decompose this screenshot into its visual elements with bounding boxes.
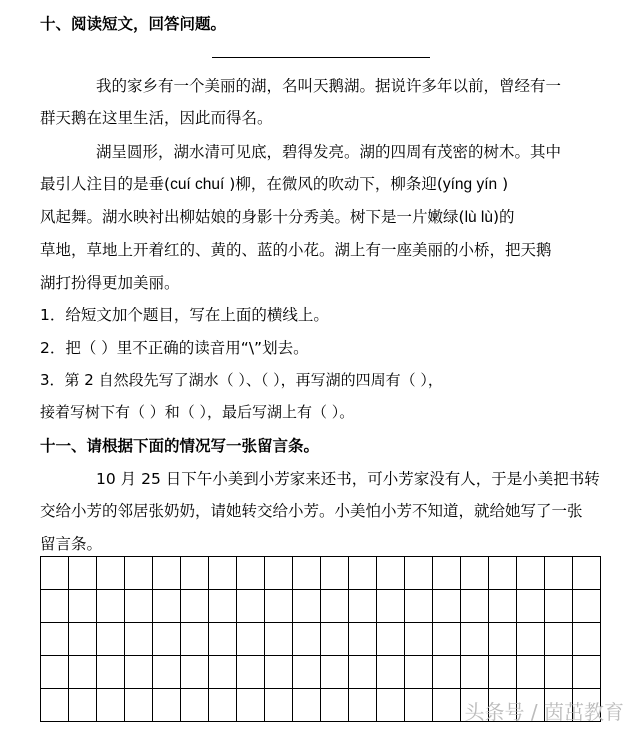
grid-cell[interactable] — [265, 623, 293, 656]
grid-cell[interactable] — [517, 623, 545, 656]
grid-cell[interactable] — [69, 623, 97, 656]
grid-cell[interactable] — [41, 623, 69, 656]
grid-cell[interactable] — [41, 656, 69, 689]
grid-cell[interactable] — [181, 590, 209, 623]
grid-cell[interactable] — [181, 557, 209, 590]
grid-cell[interactable] — [349, 689, 377, 722]
grid-cell[interactable] — [209, 557, 237, 590]
section-10-title: 十、阅读短文，回答问题。 — [40, 15, 227, 33]
paragraph-2-line-3 — [40, 205, 515, 227]
grid-cell[interactable] — [349, 623, 377, 656]
grid-cell[interactable] — [377, 689, 405, 722]
grid-cell[interactable] — [461, 557, 489, 590]
grid-cell[interactable] — [573, 623, 601, 656]
grid-cell[interactable] — [377, 623, 405, 656]
grid-cell[interactable] — [517, 557, 545, 590]
paragraph-2-line-3-a: 风起舞。湖水映衬出柳姑娘的身影十分秀美。树下是一片嫩绿( — [40, 208, 465, 226]
grid-cell[interactable] — [321, 590, 349, 623]
grid-cell[interactable] — [489, 590, 517, 623]
grid-cell[interactable] — [209, 689, 237, 722]
pinyin-lu: lù lù — [464, 209, 493, 226]
grid-cell[interactable] — [209, 623, 237, 656]
section-11-para-line-2: 交给小芳的邻居张奶奶，请她转交给小芳。小美怕小芳不知道，就给她写了一张 — [40, 502, 583, 520]
grid-cell[interactable] — [209, 656, 237, 689]
grid-cell[interactable] — [433, 557, 461, 590]
grid-cell[interactable] — [265, 656, 293, 689]
grid-cell[interactable] — [97, 689, 125, 722]
grid-cell[interactable] — [377, 557, 405, 590]
grid-cell[interactable] — [573, 557, 601, 590]
grid-cell[interactable] — [153, 689, 181, 722]
grid-cell[interactable] — [69, 590, 97, 623]
grid-cell[interactable] — [489, 557, 517, 590]
paragraph-2-line-4: 草地，草地上开着红的、黄的、蓝的小花。湖上有一座美丽的小桥，把天鹅 — [40, 241, 552, 259]
grid-cell[interactable] — [237, 557, 265, 590]
grid-cell[interactable] — [69, 656, 97, 689]
grid-cell[interactable] — [293, 689, 321, 722]
grid-cell[interactable] — [293, 656, 321, 689]
grid-cell[interactable] — [69, 689, 97, 722]
grid-cell[interactable] — [405, 590, 433, 623]
paragraph-2-line-2-b: )柳，在微风的吹动下，柳条迎( — [224, 175, 443, 193]
grid-cell[interactable] — [349, 590, 377, 623]
question-2: 2．把（ ）里不正确的读音用“\”划去。 — [40, 339, 309, 357]
question-3-line-1: 3．第 2 自然段先写了湖水（ ）、（ ），再写湖的四周有（ ）， — [40, 371, 443, 389]
paragraph-2-line-2-a: 最引人注目的是垂( — [40, 175, 171, 193]
grid-cell[interactable] — [573, 656, 601, 689]
watermark: 头条号 / 茵茁教育 — [464, 700, 624, 724]
section-11-para-line-1: 10 月 25 日下午小美到小芳家来还书，可小芳家没有人，于是小美把书转 — [96, 470, 600, 488]
grid-cell[interactable] — [153, 557, 181, 590]
grid-cell[interactable] — [433, 590, 461, 623]
grid-cell[interactable] — [321, 656, 349, 689]
grid-cell[interactable] — [41, 590, 69, 623]
grid-cell[interactable] — [405, 623, 433, 656]
grid-cell[interactable] — [321, 689, 349, 722]
section-11-para-line-3: 留言条。 — [40, 535, 103, 553]
grid-cell[interactable] — [237, 656, 265, 689]
grid-cell[interactable] — [265, 557, 293, 590]
grid-cell[interactable] — [125, 623, 153, 656]
question-3-line-2: 接着写树下有（ ）和（ ），最后写湖上有（ ）。 — [40, 403, 355, 421]
grid-cell[interactable] — [349, 557, 377, 590]
paragraph-2-line-5: 湖打扮得更加美丽。 — [40, 274, 180, 292]
grid-cell[interactable] — [265, 689, 293, 722]
grid-cell[interactable] — [517, 590, 545, 623]
grid-cell[interactable] — [265, 590, 293, 623]
grid-cell[interactable] — [153, 590, 181, 623]
grid-cell[interactable] — [349, 656, 377, 689]
question-1: 1．给短文加个题目，写在上面的横线上。 — [40, 306, 329, 324]
grid-cell[interactable] — [405, 557, 433, 590]
paragraph-1-line-2: 群天鹅在这里生活，因此而得名。 — [40, 109, 273, 127]
grid-cell[interactable] — [377, 656, 405, 689]
grid-cell[interactable] — [573, 590, 601, 623]
grid-cell[interactable] — [489, 656, 517, 689]
grid-cell[interactable] — [209, 590, 237, 623]
grid-cell[interactable] — [461, 623, 489, 656]
paragraph-2-line-2-c: ) — [497, 175, 509, 193]
grid-cell[interactable] — [125, 557, 153, 590]
grid-cell[interactable] — [97, 656, 125, 689]
grid-cell[interactable] — [405, 689, 433, 722]
grid-cell[interactable] — [181, 689, 209, 722]
grid-cell[interactable] — [293, 623, 321, 656]
grid-cell[interactable] — [517, 656, 545, 689]
grid-cell[interactable] — [545, 590, 573, 623]
grid-cell[interactable] — [377, 590, 405, 623]
grid-cell[interactable] — [489, 623, 517, 656]
grid-cell[interactable] — [69, 557, 97, 590]
grid-cell[interactable] — [41, 689, 69, 722]
grid-cell[interactable] — [545, 623, 573, 656]
grid-cell[interactable] — [545, 557, 573, 590]
grid-cell[interactable] — [405, 656, 433, 689]
grid-cell[interactable] — [545, 656, 573, 689]
grid-cell[interactable] — [153, 656, 181, 689]
grid-cell[interactable] — [97, 590, 125, 623]
grid-cell[interactable] — [237, 590, 265, 623]
paragraph-1-line-1: 我的家乡有一个美丽的湖，名叫天鹅湖。据说许多年以前，曾经有一 — [96, 77, 562, 95]
grid-cell[interactable] — [237, 623, 265, 656]
grid-cell[interactable] — [293, 557, 321, 590]
grid-cell[interactable] — [321, 557, 349, 590]
pinyin-ying: yíng yín — [442, 176, 498, 193]
grid-cell[interactable] — [433, 689, 461, 722]
grid-cell[interactable] — [461, 656, 489, 689]
pinyin-chui: cuí chuí — [170, 176, 225, 193]
grid-cell[interactable] — [433, 623, 461, 656]
grid-cell[interactable] — [97, 557, 125, 590]
grid-cell[interactable] — [181, 623, 209, 656]
grid-cell[interactable] — [237, 689, 265, 722]
grid-cell[interactable] — [125, 689, 153, 722]
grid-cell[interactable] — [153, 623, 181, 656]
grid-cell[interactable] — [125, 656, 153, 689]
paragraph-2-line-1: 湖呈圆形，湖水清可见底，碧得发亮。湖的四周有茂密的树木。其中 — [96, 143, 562, 161]
paragraph-2-line-3-b: )的 — [493, 208, 515, 226]
grid-cell[interactable] — [461, 590, 489, 623]
grid-cell[interactable] — [97, 623, 125, 656]
paragraph-2-line-2 — [40, 172, 508, 194]
grid-cell[interactable] — [41, 557, 69, 590]
grid-cell[interactable] — [293, 590, 321, 623]
grid-cell[interactable] — [181, 656, 209, 689]
grid-cell[interactable] — [125, 590, 153, 623]
title-blank-line — [212, 57, 430, 58]
grid-cell[interactable] — [433, 656, 461, 689]
grid-cell[interactable] — [321, 623, 349, 656]
section-11-title: 十一、请根据下面的情况写一张留言条。 — [40, 437, 320, 455]
